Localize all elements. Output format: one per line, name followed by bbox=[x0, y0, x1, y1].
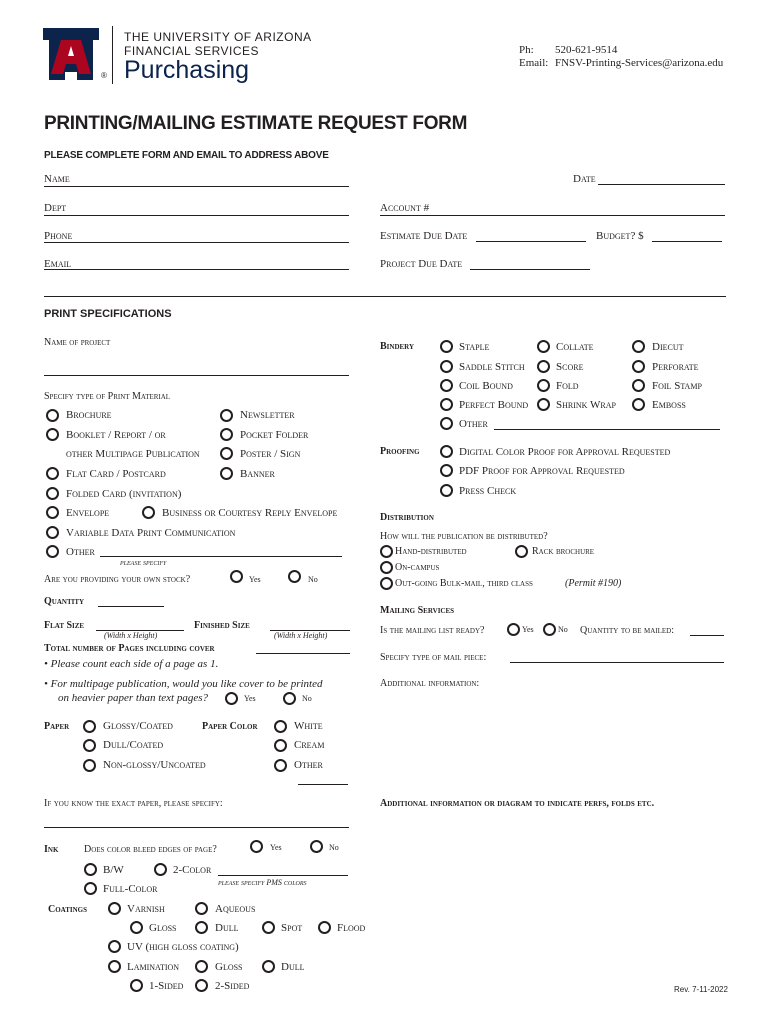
perfect-bound-radio[interactable] bbox=[440, 398, 453, 411]
bw-label: B/W bbox=[103, 864, 124, 876]
rack-brochure-label: Rack brochure bbox=[532, 546, 595, 557]
purchasing-title: Purchasing bbox=[124, 56, 250, 84]
lamination-radio[interactable] bbox=[108, 960, 121, 973]
poster-radio[interactable] bbox=[220, 447, 233, 460]
shrink-wrap-radio[interactable] bbox=[537, 398, 550, 411]
name-field[interactable] bbox=[44, 186, 349, 187]
phone-field[interactable] bbox=[44, 242, 349, 243]
lamination-label: Lamination bbox=[127, 961, 180, 973]
qty-mailed-label: Quantity to be mailed: bbox=[580, 625, 674, 636]
varnish-gloss-label: Gloss bbox=[149, 922, 177, 934]
cream-radio[interactable] bbox=[274, 739, 287, 752]
date-field[interactable] bbox=[598, 184, 725, 185]
lamination-dull-label: Dull bbox=[281, 961, 305, 973]
bw-radio[interactable] bbox=[84, 863, 97, 876]
other-material-label: Other bbox=[66, 546, 95, 558]
bindery-other-label: Other bbox=[459, 418, 488, 430]
cover-weight-note-2: on heavier paper than text pages? bbox=[58, 692, 208, 704]
bleed-yes-radio[interactable] bbox=[250, 840, 263, 853]
mailing-services-label: Mailing Services bbox=[380, 605, 455, 616]
two-sided-radio[interactable] bbox=[195, 979, 208, 992]
bleed-yes-label: Yes bbox=[270, 843, 282, 852]
bleed-no-radio[interactable] bbox=[310, 840, 323, 853]
bindery-other-radio[interactable] bbox=[440, 417, 453, 430]
flat-card-label: Flat Card / Postcard bbox=[66, 468, 166, 480]
phone-field-label: Phone bbox=[44, 230, 73, 242]
business-envelope-radio[interactable] bbox=[142, 506, 155, 519]
folded-card-radio[interactable] bbox=[46, 487, 59, 500]
foil-stamp-label: Foil Stamp bbox=[652, 380, 702, 392]
brochure-label: Brochure bbox=[66, 409, 112, 421]
white-radio[interactable] bbox=[274, 720, 287, 733]
finished-size-label: Finished Size bbox=[194, 620, 250, 631]
nonglossy-label: Non-glossy/Uncoated bbox=[103, 759, 206, 771]
press-check-label: Press Check bbox=[459, 485, 517, 497]
envelope-label: Envelope bbox=[66, 507, 110, 519]
on-campus-radio[interactable] bbox=[380, 561, 393, 574]
variable-data-label: Variable Data Print Communication bbox=[66, 527, 236, 539]
banner-label: Banner bbox=[240, 468, 275, 480]
pocket-folder-label: Pocket Folder bbox=[240, 429, 309, 441]
two-color-radio[interactable] bbox=[154, 863, 167, 876]
perforate-radio[interactable] bbox=[632, 360, 645, 373]
ink-label: Ink bbox=[44, 844, 59, 855]
hand-distributed-radio[interactable] bbox=[380, 545, 393, 558]
mailing-no-radio[interactable] bbox=[543, 623, 556, 636]
glossy-radio[interactable] bbox=[83, 720, 96, 733]
pms-field[interactable] bbox=[218, 875, 348, 876]
form-subtitle: PLEASE COMPLETE FORM AND EMAIL TO ADDRESS ABOVE bbox=[44, 150, 329, 161]
logo-divider bbox=[112, 26, 113, 84]
bindery-label: Bindery bbox=[380, 341, 415, 352]
varnish-gloss-radio[interactable] bbox=[130, 921, 143, 934]
pms-hint: please specify PMS colors bbox=[218, 878, 307, 887]
coatings-label: Coatings bbox=[48, 904, 87, 915]
fold-label: Fold bbox=[556, 380, 579, 392]
saddle-stitch-radio[interactable] bbox=[440, 360, 453, 373]
print-specs-heading: PRINT SPECIFICATIONS bbox=[44, 308, 172, 320]
revision-date: Rev. 7-11-2022 bbox=[674, 985, 728, 994]
full-color-radio[interactable] bbox=[84, 882, 97, 895]
uv-label: UV (high gloss coating) bbox=[127, 941, 239, 953]
other-color-radio[interactable] bbox=[274, 759, 287, 772]
count-pages-note: • Please count each side of a page as 1. bbox=[44, 658, 219, 670]
newsletter-radio[interactable] bbox=[220, 409, 233, 422]
date-label: Date bbox=[573, 173, 596, 185]
print-material-label: Specify type of Print Material bbox=[44, 391, 171, 402]
press-check-radio[interactable] bbox=[440, 484, 453, 497]
exact-paper-field[interactable] bbox=[44, 827, 349, 828]
two-sided-label: 2-Sided bbox=[215, 980, 250, 992]
cream-label: Cream bbox=[294, 739, 325, 751]
uv-radio[interactable] bbox=[108, 940, 121, 953]
university-name: THE UNIVERSITY OF ARIZONA bbox=[124, 30, 312, 44]
estimate-due-field[interactable] bbox=[476, 241, 586, 242]
other-material-radio[interactable] bbox=[46, 545, 59, 558]
spot-label: Spot bbox=[281, 922, 303, 934]
other-material-field[interactable] bbox=[100, 556, 342, 557]
flat-card-radio[interactable] bbox=[46, 467, 59, 480]
email-label: Email: bbox=[519, 57, 549, 69]
poster-label: Poster / Sign bbox=[240, 448, 301, 460]
varnish-dull-label: Dull bbox=[215, 922, 239, 934]
flat-size-hint: (Width x Height) bbox=[104, 631, 158, 640]
project-name-label: Name of project bbox=[44, 337, 111, 348]
own-stock-yes-radio[interactable] bbox=[230, 570, 243, 583]
please-specify-hint: please specify bbox=[120, 558, 167, 567]
bleed-question: Does color bleed edges of page? bbox=[84, 844, 217, 855]
foil-stamp-radio[interactable] bbox=[632, 379, 645, 392]
digital-proof-label: Digital Color Proof for Approval Requested bbox=[459, 446, 671, 458]
white-label: White bbox=[294, 720, 323, 732]
permit-label: (Permit #190) bbox=[565, 578, 622, 589]
newsletter-label: Newsletter bbox=[240, 409, 295, 421]
other-multipage-label: other Multipage Publication bbox=[66, 448, 200, 460]
dept-field[interactable] bbox=[44, 215, 349, 216]
bleed-no-label: No bbox=[329, 843, 339, 852]
own-stock-no-radio[interactable] bbox=[288, 570, 301, 583]
coil-bound-label: Coil Bound bbox=[459, 380, 513, 392]
score-radio[interactable] bbox=[537, 360, 550, 373]
proofing-label: Proofing bbox=[380, 446, 420, 457]
bulk-mail-radio[interactable] bbox=[380, 577, 393, 590]
total-pages-label: Total number of Pages including cover bbox=[44, 643, 215, 654]
other-color-label: Other bbox=[294, 759, 323, 771]
cover-weight-note: • For multipage publication, would you like cover to be printed bbox=[44, 678, 323, 690]
own-stock-yes-label: Yes bbox=[249, 575, 261, 584]
bulk-mail-label: Out-going Bulk-mail, third class bbox=[395, 578, 533, 589]
own-stock-question: Are you providing your own stock? bbox=[44, 574, 191, 585]
paper-label: Paper bbox=[44, 721, 70, 732]
mail-piece-label: Specify type of mail piece: bbox=[380, 652, 487, 663]
perforate-label: Perforate bbox=[652, 361, 699, 373]
diecut-radio[interactable] bbox=[632, 340, 645, 353]
business-envelope-label: Business or Courtesy Reply Envelope bbox=[162, 507, 338, 519]
paper-color-label: Paper Color bbox=[202, 721, 258, 732]
rack-brochure-radio[interactable] bbox=[515, 545, 528, 558]
project-due-label: Project Due Date bbox=[380, 258, 463, 270]
mailing-yes-label: Yes bbox=[522, 625, 534, 634]
own-stock-no-label: No bbox=[308, 575, 318, 584]
pocket-folder-radio[interactable] bbox=[220, 428, 233, 441]
phone-number: 520-621-9514 bbox=[555, 44, 618, 56]
collate-radio[interactable] bbox=[537, 340, 550, 353]
hand-distributed-label: Hand-distributed bbox=[395, 546, 467, 557]
quantity-field[interactable] bbox=[98, 606, 164, 607]
perfect-bound-label: Perfect Bound bbox=[459, 399, 529, 411]
heavy-cover-yes-radio[interactable] bbox=[225, 692, 238, 705]
budget-field[interactable] bbox=[652, 241, 722, 242]
finished-size-hint: (Width x Height) bbox=[274, 631, 328, 640]
on-campus-label: On-campus bbox=[395, 562, 440, 573]
section-divider bbox=[44, 296, 726, 297]
phone-label: Ph: bbox=[519, 44, 534, 56]
lamination-dull-radio[interactable] bbox=[262, 960, 275, 973]
dept-label: Dept bbox=[44, 202, 67, 214]
flood-label: Flood bbox=[337, 922, 366, 934]
mail-piece-field[interactable] bbox=[510, 662, 724, 663]
mailing-yes-radio[interactable] bbox=[507, 623, 520, 636]
shrink-wrap-label: Shrink Wrap bbox=[556, 399, 616, 411]
diagram-instructions: Additional information or diagram to indicate perfs, folds etc. bbox=[380, 798, 655, 809]
saddle-stitch-label: Saddle Stitch bbox=[459, 361, 525, 373]
name-label: Name bbox=[44, 173, 70, 185]
booklet-label: Booklet / Report / or bbox=[66, 429, 166, 441]
total-pages-field[interactable] bbox=[256, 653, 350, 654]
heavy-cover-no-label: No bbox=[302, 694, 312, 703]
emboss-label: Emboss bbox=[652, 399, 686, 411]
distribution-label: Distribution bbox=[380, 512, 434, 523]
flat-size-label: Flat Size bbox=[44, 620, 85, 631]
envelope-radio[interactable] bbox=[46, 506, 59, 519]
diecut-label: Diecut bbox=[652, 341, 684, 353]
other-color-field[interactable] bbox=[298, 784, 348, 785]
pdf-proof-label: PDF Proof for Approval Requested bbox=[459, 465, 625, 477]
booklet-radio[interactable] bbox=[46, 428, 59, 441]
banner-radio[interactable] bbox=[220, 467, 233, 480]
project-name-field[interactable] bbox=[44, 375, 349, 376]
heavy-cover-no-radio[interactable] bbox=[283, 692, 296, 705]
heavy-cover-yes-label: Yes bbox=[244, 694, 256, 703]
budget-label: Budget? $ bbox=[596, 230, 644, 242]
mailing-no-label: No bbox=[558, 625, 568, 634]
collate-label: Collate bbox=[556, 341, 594, 353]
two-color-label: 2-Color bbox=[173, 864, 212, 876]
dull-coated-label: Dull/Coated bbox=[103, 739, 164, 751]
email-field-label: Email bbox=[44, 258, 72, 270]
emboss-radio[interactable] bbox=[632, 398, 645, 411]
coil-bound-radio[interactable] bbox=[440, 379, 453, 392]
full-color-label: Full-Color bbox=[103, 883, 158, 895]
flood-radio[interactable] bbox=[318, 921, 331, 934]
nonglossy-radio[interactable] bbox=[83, 759, 96, 772]
account-label: Account # bbox=[380, 202, 430, 214]
one-sided-radio[interactable] bbox=[130, 979, 143, 992]
additional-info-label: Additional information: bbox=[380, 678, 480, 689]
brochure-radio[interactable] bbox=[46, 409, 59, 422]
fold-radio[interactable] bbox=[537, 379, 550, 392]
mailing-list-question: Is the mailing list ready? bbox=[380, 625, 485, 636]
dull-coated-radio[interactable] bbox=[83, 739, 96, 752]
email-field[interactable] bbox=[44, 269, 349, 270]
distribution-question: How will the publication be distributed? bbox=[380, 531, 548, 542]
university-logo bbox=[43, 28, 99, 80]
aqueous-label: Aqueous bbox=[215, 903, 256, 915]
lamination-gloss-label: Gloss bbox=[215, 961, 243, 973]
varnish-dull-radio[interactable] bbox=[195, 921, 208, 934]
quantity-label: Quantity bbox=[44, 596, 85, 607]
account-field[interactable] bbox=[380, 215, 725, 216]
varnish-label: Varnish bbox=[127, 903, 165, 915]
estimate-due-label: Estimate Due Date bbox=[380, 230, 468, 242]
financial-services: FINANCIAL SERVICES bbox=[124, 44, 260, 58]
email-address[interactable]: FNSV-Printing-Services@arizona.edu bbox=[555, 57, 724, 69]
staple-radio[interactable] bbox=[440, 340, 453, 353]
spot-radio[interactable] bbox=[262, 921, 275, 934]
score-label: Score bbox=[556, 361, 584, 373]
qty-mailed-field[interactable] bbox=[690, 635, 724, 636]
project-due-field[interactable] bbox=[470, 269, 590, 270]
registered-mark: ® bbox=[101, 71, 107, 80]
variable-data-radio[interactable] bbox=[46, 526, 59, 539]
folded-card-label: Folded Card (invitation) bbox=[66, 488, 182, 500]
digital-proof-radio[interactable] bbox=[440, 445, 453, 458]
varnish-radio[interactable] bbox=[108, 902, 121, 915]
one-sided-label: 1-Sided bbox=[149, 980, 184, 992]
form-title: PRINTING/MAILING ESTIMATE REQUEST FORM bbox=[44, 113, 468, 134]
exact-paper-label: If you know the exact paper, please specify: bbox=[44, 798, 223, 809]
aqueous-radio[interactable] bbox=[195, 902, 208, 915]
glossy-label: Glossy/Coated bbox=[103, 720, 173, 732]
lamination-gloss-radio[interactable] bbox=[195, 960, 208, 973]
pdf-proof-radio[interactable] bbox=[440, 464, 453, 477]
bindery-other-field[interactable] bbox=[494, 429, 720, 430]
staple-label: Staple bbox=[459, 341, 490, 353]
